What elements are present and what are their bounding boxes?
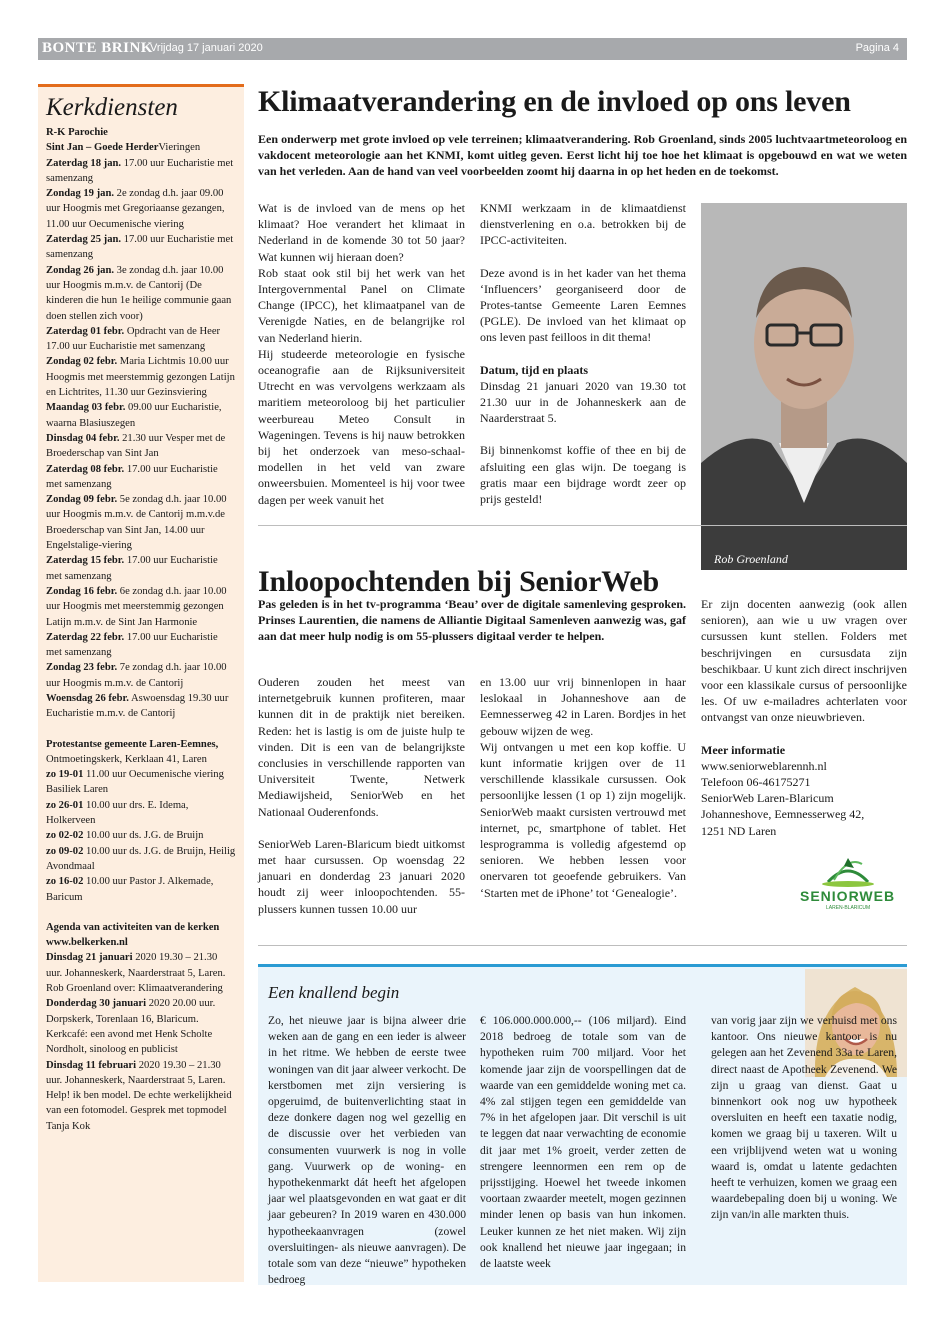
paragraph: Zo, het nieuwe jaar is bijna alweer drie weken aan de gang en een ieder is alweer in het ritme. We hebben de eerste twee woningen van dit jaar alweer verkocht. De kerstbomen met zijn versiering is opgeruimd, de buitenverlichting staat in deze donkere dagen nog wel gezellig en de discussie over het verbieden van consumenten vuurwerk is nog in volle gang. Vuurwerk op de woning- en hypothekenmarkt dát heeft het afgelopen jaar wel plaatsgevonden en wat gaat er dit jaar gebeuren? In 2019 waren en 430.000 hypotheekaanvragen (zowel oversluitingen- als nieuwe aanvragen). De totale som van deze “nieuwe” hypotheken bedroeg — [268, 1014, 466, 1287]
paragraph: Bij binnenkomst koffie of thee en bij de afsluiting een glas wijn. De toegang is gratis maar een bijdrage wordt zeer op prijs gesteld! — [480, 443, 686, 507]
event-details-heading: Datum, tijd en plaats — [480, 362, 589, 377]
paragraph: Rob staat ook stil bij het werk van het Intergovernmental Panel on Climate Change (IPCC), het klimaatpanel van de Verenigde Naties, en de belangrijke rol van Nederland hierin. — [258, 265, 465, 345]
logo-subtext: LAREN-BLARICUM — [826, 905, 871, 911]
service-entry: zo 16-02 10.00 uur Pastor J. Alkemade, Baricum — [46, 876, 214, 903]
paragraph: en 13.00 uur vrij binnenlopen in haar leslokaal in Johanneshove aan de Eemnesserweg 42 in Laren. Bordjes in het gebouw wijzen de weg. — [480, 675, 686, 738]
more-info-heading: Meer informatie — [701, 742, 786, 757]
article-climate-column-2 — [480, 200, 686, 507]
issue-date: Vrijdag 17 januari 2020 — [150, 42, 263, 54]
photo-caption: Rob Groenland — [714, 552, 788, 566]
advertorial-column-1 — [268, 1013, 466, 1288]
paragraph: Er zijn docenten aanwezig (ook allen senioren), aan wie u uw vragen over cursussen kunt stellen. Folders met beschrijvingen en cursusdata zijn beschikbaar. U kunt zich direct inschrijven voor een klassikale cursus of persoonlijke les. Of uw e-mailadres achterlaten voor ontvangst van onze nieuwbrieven. — [701, 597, 907, 725]
service-entry: Zondag 16 febr. 6e zondag d.h. jaar 10.00 uur Hoogmis met meerstemmig gezongen Latijn m.m.v. de Sint Jan Harmonie — [46, 585, 227, 628]
service-entry: Zondag 09 febr. 5e zondag d.h. jaar 10.00 uur Hoogmis m.m.v. de Cantorij m.m.v.de Broederschap van Sint Jan, 14.00 uur Engelstalige-viering — [46, 494, 227, 552]
contact-website[interactable]: www.seniorweblarennh.nl — [701, 758, 827, 773]
paragraph: Wat is de invloed van de mens op het klimaat? Hoe verandert het klimaat in Nederland in de komende 30 tot 50 jaar? Wat kunnen wij hieraan doen? — [258, 201, 465, 264]
service-entry: Dinsdag 11 februari 2020 19.30 – 21.30 uur. Johanneskerk, Naarderstraat 5, Laren. Help! ik ben model. De echte werkelijkheid van een fotomodel. Gesprek met topmodel Tanja Kok — [46, 1059, 232, 1132]
article-seniorweb-column-3 — [701, 596, 907, 839]
contact-org: SeniorWeb Laren-Blaricum — [701, 791, 834, 806]
advertorial-column-3 — [701, 1013, 897, 1224]
paragraph: Ouderen zouden het meest van internetgebruik kunnen profiteren, maar kunnen dit in de praktijk niet bereiken. Reden: het is lastig is om de juiste hulp te vinden. Dit is een van de belangrijkste conclusies in verschillende rapporten van Universiteit Twente, Netwerk Mediawijsheid, SeniorWeb en het Nationaal Ouderenfonds. — [258, 675, 465, 819]
article-climate-title: Klimaatverandering en de invloed op ons leven — [258, 85, 851, 118]
agenda-title: Agenda van activiteiten van de kerken — [46, 921, 220, 933]
service-entry: Zaterdag 25 jan. 17.00 uur Eucharistie met samenzang — [46, 234, 234, 261]
sidebar-title: Kerkdiensten — [46, 94, 178, 121]
page-header-bar — [38, 38, 907, 60]
logo-text: SENIORWEB — [800, 888, 896, 904]
rk-services-list — [46, 140, 236, 721]
paragraph: SeniorWeb Laren-Blaricum biedt uitkomst met haar cursussen. Op woensdag 22 januari en donderdag 23 januari 2020 houdt zij weer inloopochtenden. 55-plussers kunnen tussen 10.00 uur — [258, 836, 465, 916]
service-entry: Zondag 26 jan. 3e zondag d.h. jaar 10.00 uur Hoogmis m.m.v. de Cantorij (De kinderen die hun 1e heilige communie gaan doen stellen zich voor) — [46, 264, 232, 322]
service-entry: zo 02-02 10.00 uur ds. J.G. de Bruijn — [46, 830, 204, 842]
seniorweb-logo — [788, 854, 908, 912]
newspaper-name: BONTE BRINK — [42, 40, 153, 56]
rk-parish-title: R-K Parochie — [46, 127, 108, 138]
service-entry: Maandag 03 febr. 09.00 uur Eucharistie, waarna Blasiuszegen — [46, 402, 222, 429]
service-entry: Zondag 23 febr. 7e zondag d.h. jaar 10.00 uur Hoogmis m.m.v. de Cantorij — [46, 662, 227, 689]
service-entry: zo 09-02 10.00 uur ds. J.G. de Bruijn, Heilig Avondmaal — [46, 845, 236, 872]
paragraph: KNMI werkzaam in de klimaatdienst dienstverlening en o.a. betrokken bij de IPCC-activiteiten. — [480, 201, 686, 248]
service-entry: Zaterdag 18 jan. 17.00 uur Eucharistie met samenzang — [46, 157, 234, 184]
advertorial-box — [258, 964, 907, 1285]
service-entry: Woensdag 26 febr. Aswoensdag 19.30 uur Eucharistie m.m.v. de Cantorij — [46, 692, 229, 720]
pgle-services-list — [46, 767, 236, 905]
paragraph: Hij studeerde meteorologie en fysische oceanografie aan de Rijksuniversiteit Utrecht en was vervolgens werkzaam als maritiem meteoroloog bij het particulier weerbureau Meteo Consult in Wageningen. Tevens is hij nauw betrokken bij het onderzoek van meso-schaal-modellen in het veld van zware onweersbuien. Momenteel is hij voor twee dagen per week vanuit het — [258, 346, 465, 507]
service-entry: Zaterdag 15 febr. 17.00 uur Eucharistie met samenzang — [46, 555, 218, 582]
pgle-location: Ontmoetingskerk, Kerklaan 41, Laren — [46, 753, 207, 765]
article-seniorweb-column-2 — [480, 674, 686, 901]
service-entry: Zondag 19 jan. 2e zondag d.h. jaar 09.00 uur Hoogmis met Gregoriaanse gezangen, 11.00 uur Oecumenische viering — [46, 188, 225, 230]
service-entry: Dinsdag 04 febr. 21.30 uur Vesper met de Broederschap van Sint Jan — [46, 432, 226, 460]
article-climate-column-1 — [258, 200, 465, 508]
divider — [258, 945, 907, 946]
service-entry: Zaterdag 08 febr. 17.00 uur Eucharistie met samenzang — [46, 463, 218, 490]
contact-address: Johanneshove, Eemnesserweg 42, — [701, 807, 865, 822]
service-entry: Donderdag 30 januari 2020 20.00 uur. Dorpskerk, Torenlaan 16, Blaricum. Kerkcafé: een avond met Henk Scholte Nordholt, sinoloog en publicist — [46, 998, 216, 1056]
speaker-photo — [701, 203, 907, 570]
article-climate-lead: Een onderwerp met grote invloed op vele terreinen; klimaatverandering. Rob Groenland, sinds 2005 luchtvaartmeteoroloog en vakdocent meteorologie aan het KNMI, komt uitleg geven. Eerst licht hij toe hoe het klimaat is opgebouwd en wat we weten van het verleden. Aan de hand van veel voorbeelden zoomt hij daarna in op het heden en de toekomst. — [258, 132, 907, 178]
advertorial-title: Een knallend begin — [268, 983, 400, 1002]
article-seniorweb-lead: Pas geleden is in het tv-programma ‘Beau’ over de digitale samenleving gesproken. Prinses Laurentien, die namens de Alliantie Digitaal Samenleven aanwezig was, gaf aan dat meer hulp nodig is om 55-plussers digitaal verder te helpen. — [258, 597, 686, 643]
paragraph: Dinsdag 21 januari 2020 van 19.30 tot 21.30 uur in de Johanneskerk aan de Naarderstraat 5. — [480, 378, 686, 426]
pgle-title: Protestantse gemeente Laren-Eemnes, — [46, 738, 219, 750]
agenda-site[interactable]: www.belkerken.nl — [46, 937, 128, 949]
paragraph: Deze avond is in het kader van het thema ‘Influencers’ georganiseerd door de Protes-tantse Gemeente Laren Eemnes (PGLE). De invloed van het klimaat op ons leven past feilloos in dit thema! — [480, 265, 686, 345]
service-entry: Dinsdag 21 januari 2020 19.30 – 21.30 uur. Johanneskerk, Naarderstraat 5, Laren. Rob Groenland over: Klimaatverandering — [46, 952, 226, 995]
portrait-illustration — [701, 203, 907, 570]
contact-postcode: 1251 ND Laren — [701, 823, 777, 838]
article-seniorweb-column-1 — [258, 674, 465, 917]
service-entry: Zaterdag 22 febr. 17.00 uur Eucharistie met samenzang — [46, 631, 218, 659]
service-entry: Zondag 02 febr. Maria Lichtmis 10.00 uur Hoogmis met meerstemmig gezongen Latijn en Lichtrites, 11.30 uur Gezinsviering — [46, 356, 235, 399]
church-services-sidebar — [38, 84, 244, 1282]
paragraph: van vorig jaar zijn we verhuisd met ons kantoor. Ons nieuwe kantoor is nu gelegen aan het Zevenend 33a te Laren, direct naast de Apotheek Zevenend. We zijn u graag van dienst. Gaat u binnenkort ook nog uw hypotheek oversluiten en heeft een taxatie nodig, komen we graag bij u taxeren. Wilt u een vrijblijvend weten wat u woning waard is, omdat u latente gedachten heeft te verhuizen, komen we graag een waardebepaling doen bij u woning. We zijn van/in alle markten thuis. — [711, 1014, 897, 1222]
service-entry: Zaterdag 01 febr. Opdracht van de Heer 17.00 uur Eucharistie met samenzang — [46, 325, 221, 353]
contact-phone: Telefoon 06-46175271 — [701, 775, 811, 790]
paragraph: € 106.000.000.000,-- (106 miljard). Eind 2018 bedroeg de totale som van de hypotheken ruim 700 miljard. Voor het komende jaar zijn de voorspellingen dat de waarde van een gemiddelde woning met ca. 4% zal stijgen tegen een gemiddelde van 7% in het afgelopen jaar. Dit verschil is uit te leggen dat naar verwachting de economie dit jaar met 1% groeit, verder zetten de strengere leennormen een rem op de prijsstijging. Hoewel het tweede inkomen voortaan zwaarder meetelt, mogen gezinnen minder lenen op basis van hun inkomen. Leuker kunnen ze het niet maken. Wij zijn ook knallend het nieuwe jaar ingegaan; in de laatste week — [480, 1014, 686, 1271]
service-entry: Sint Jan – Goede HerderVieringen — [46, 142, 201, 154]
service-entry: zo 26-01 10.00 uur drs. E. Idema, Holkerveen — [46, 799, 189, 827]
advertorial-column-2 — [480, 1013, 686, 1272]
article-seniorweb-title: Inloopochtenden bij SeniorWeb — [258, 565, 659, 598]
agenda-list — [46, 950, 236, 1134]
paragraph: Wij ontvangen u met een kop koffie. U kunt informatie krijgen over de 11 verschillende klassikale cursussen. Ook persoonlijke lessen (1 op 1) zijn mogelijk. SeniorWeb maakt cursisten vertrouwd met internet, pc, smartphone of tablet. Het lesprogramma is volledig afgestemd op senioren. We hebben lessen voor onervaren tot geoefende gebruikers. Van ‘Starten met de iPhone’ tot ‘Genealogie’. — [480, 739, 686, 900]
divider — [258, 525, 907, 526]
service-entry: zo 19-01 11.00 uur Oecumenische viering Basiliek Laren — [46, 769, 224, 796]
page-number: Pagina 4 — [855, 42, 899, 54]
